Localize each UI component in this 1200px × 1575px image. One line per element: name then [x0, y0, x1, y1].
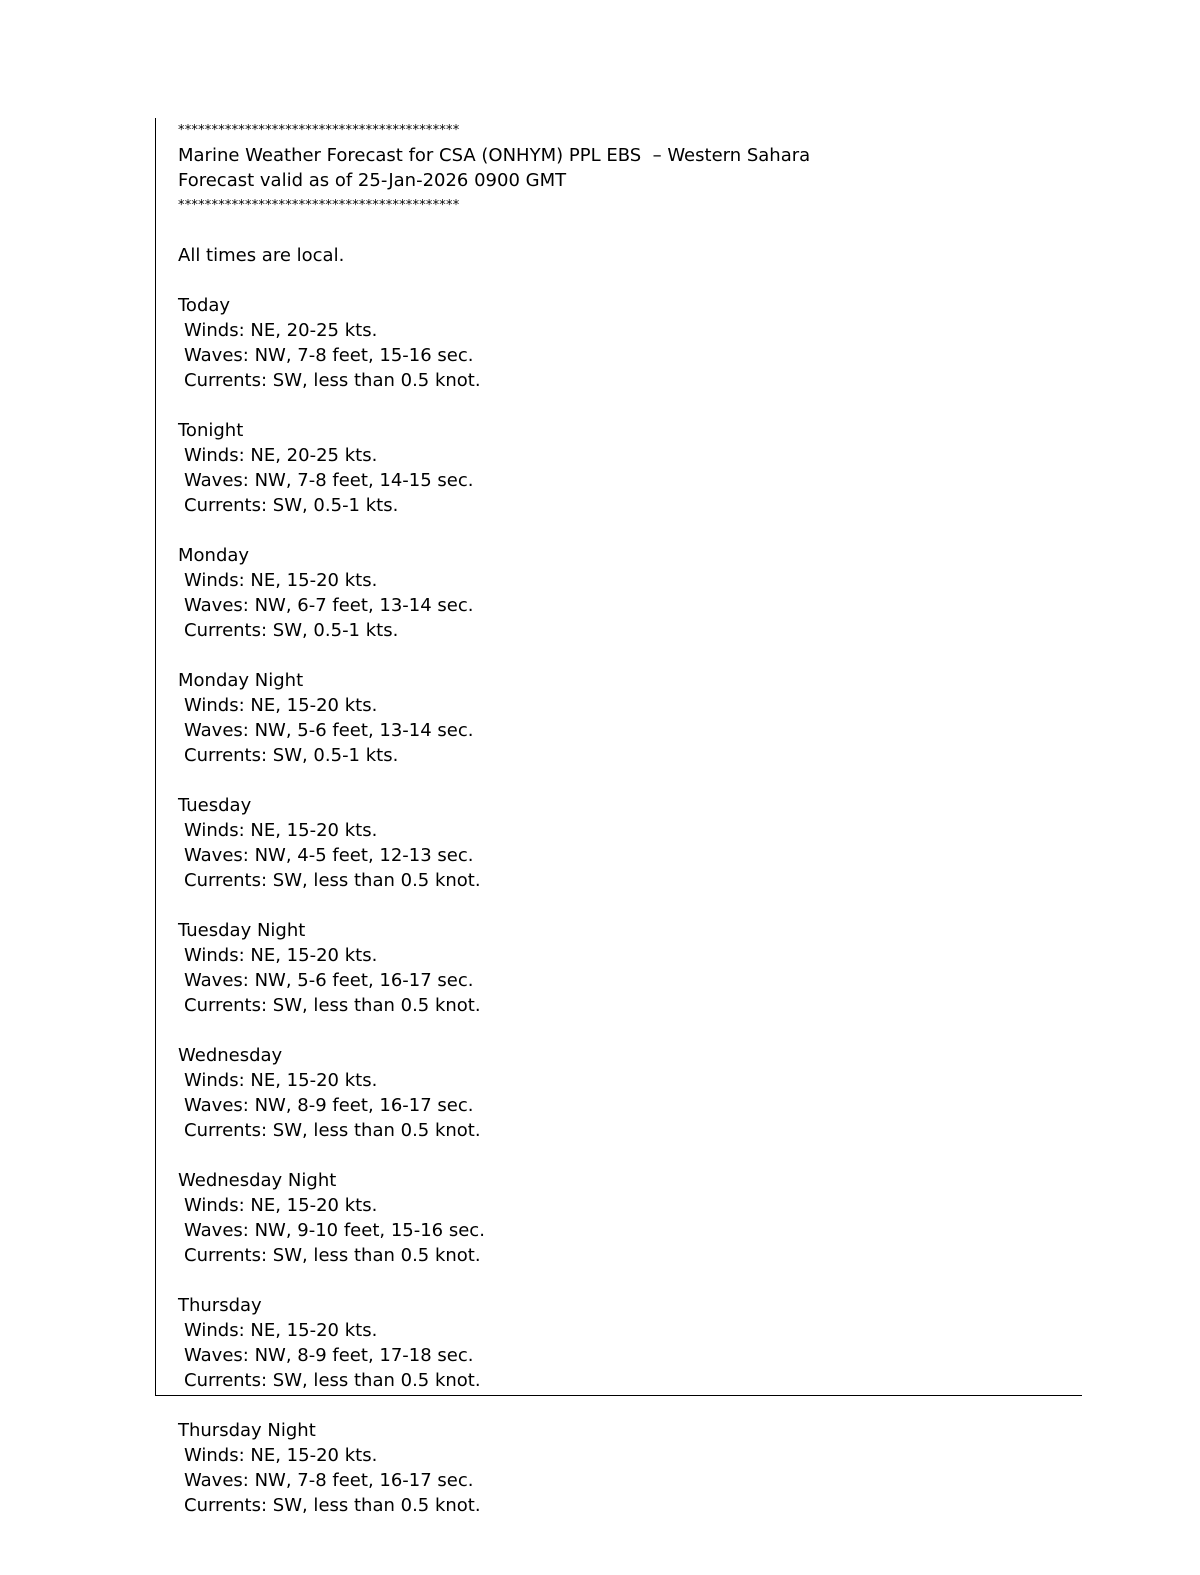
- period-winds: Winds: NE, 15-20 kts.: [184, 945, 378, 966]
- spacer: [178, 268, 1058, 293]
- period-waves: Waves: NW, 5-6 feet, 16-17 sec.: [184, 970, 474, 991]
- forecast-period: [178, 418, 1058, 543]
- spacer: [178, 1268, 1058, 1293]
- forecast-period: [178, 793, 1058, 918]
- period-name: Thursday Night: [178, 1420, 316, 1441]
- period-waves: Waves: NW, 9-10 feet, 15-16 sec.: [184, 1220, 485, 1241]
- forecast-period: [178, 1293, 1058, 1418]
- forecast-period: [178, 918, 1058, 1043]
- period-waves: Waves: NW, 8-9 feet, 16-17 sec.: [184, 1095, 474, 1116]
- period-winds: Winds: NE, 15-20 kts.: [184, 1195, 378, 1216]
- period-currents: Currents: SW, less than 0.5 knot.: [184, 995, 481, 1016]
- forecast-period: [178, 1043, 1058, 1168]
- forecast-document: [178, 118, 1058, 1518]
- forecast-period: [178, 543, 1058, 668]
- period-winds: Winds: NE, 15-20 kts.: [184, 1445, 378, 1466]
- period-winds: Winds: NE, 15-20 kts.: [184, 1320, 378, 1341]
- period-winds: Winds: NE, 15-20 kts.: [184, 820, 378, 841]
- period-waves: Waves: NW, 8-9 feet, 17-18 sec.: [184, 1345, 474, 1366]
- period-name: Thursday: [178, 1295, 262, 1316]
- period-currents: Currents: SW, less than 0.5 knot.: [184, 370, 481, 391]
- forecast-period: [178, 293, 1058, 418]
- period-waves: Waves: NW, 5-6 feet, 13-14 sec.: [184, 720, 474, 741]
- period-name: Monday: [178, 545, 250, 566]
- times-note: All times are local.: [178, 245, 345, 266]
- frame-left-border: [155, 118, 156, 1396]
- period-currents: Currents: SW, less than 0.5 knot.: [184, 1370, 481, 1391]
- period-waves: Waves: NW, 6-7 feet, 13-14 sec.: [184, 595, 474, 616]
- spacer: [178, 1393, 1058, 1418]
- period-name: Wednesday Night: [178, 1170, 337, 1191]
- period-winds: Winds: NE, 15-20 kts.: [184, 570, 378, 591]
- period-winds: Winds: NE, 15-20 kts.: [184, 695, 378, 716]
- spacer: [178, 393, 1058, 418]
- period-winds: Winds: NE, 15-20 kts.: [184, 1070, 378, 1091]
- period-name: Today: [178, 295, 231, 316]
- period-waves: Waves: NW, 7-8 feet, 16-17 sec.: [184, 1470, 474, 1491]
- period-winds: Winds: NE, 20-25 kts.: [184, 320, 378, 341]
- spacer: [178, 1143, 1058, 1168]
- forecast-title: Marine Weather Forecast for CSA (ONHYM) PPL EBS – Western Sahara: [178, 145, 811, 166]
- spacer: [178, 893, 1058, 918]
- forecast-period: [178, 1418, 1058, 1518]
- period-winds: Winds: NE, 20-25 kts.: [184, 445, 378, 466]
- spacer: [178, 218, 1058, 243]
- period-currents: Currents: SW, less than 0.5 knot.: [184, 1245, 481, 1266]
- period-currents: Currents: SW, less than 0.5 knot.: [184, 1495, 481, 1516]
- spacer: [178, 768, 1058, 793]
- forecast-valid-time: Forecast valid as of 25-Jan-2026 0900 GMT: [178, 170, 567, 191]
- period-name: Tonight: [178, 420, 244, 441]
- period-name: Monday Night: [178, 670, 304, 691]
- period-waves: Waves: NW, 7-8 feet, 14-15 sec.: [184, 470, 474, 491]
- period-currents: Currents: SW, 0.5-1 kts.: [184, 495, 399, 516]
- period-currents: Currents: SW, less than 0.5 knot.: [184, 1120, 481, 1141]
- spacer: [178, 1018, 1058, 1043]
- header-stars-top: ******************************************: [178, 123, 460, 138]
- spacer: [178, 643, 1058, 668]
- period-waves: Waves: NW, 4-5 feet, 12-13 sec.: [184, 845, 474, 866]
- period-currents: Currents: SW, less than 0.5 knot.: [184, 870, 481, 891]
- forecast-period: [178, 1168, 1058, 1293]
- period-waves: Waves: NW, 7-8 feet, 15-16 sec.: [184, 345, 474, 366]
- period-name: Wednesday: [178, 1045, 283, 1066]
- period-currents: Currents: SW, 0.5-1 kts.: [184, 745, 399, 766]
- period-name: Tuesday: [178, 795, 252, 816]
- header-stars-bottom: ******************************************: [178, 198, 460, 213]
- period-currents: Currents: SW, 0.5-1 kts.: [184, 620, 399, 641]
- period-name: Tuesday Night: [178, 920, 306, 941]
- spacer: [178, 518, 1058, 543]
- forecast-period: [178, 668, 1058, 793]
